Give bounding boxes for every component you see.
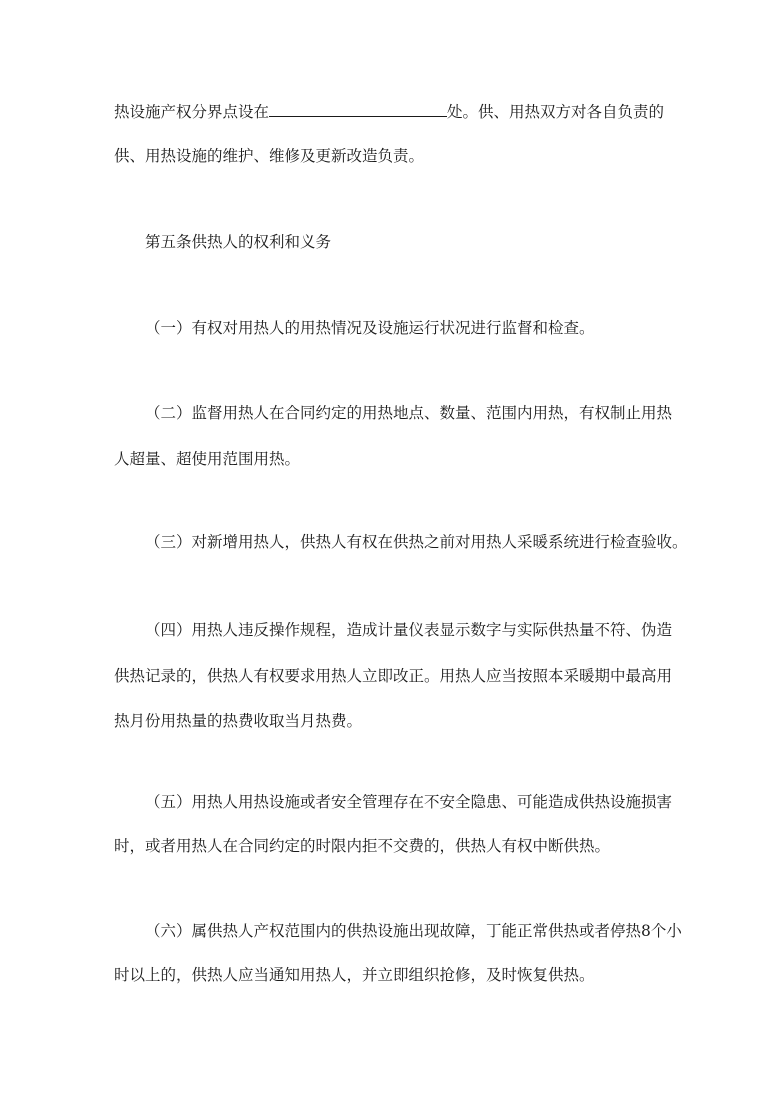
intro-line-2: 供、用热设施的维护、维修及更新改造负责。 — [114, 147, 425, 165]
intro-line-1 — [114, 100, 664, 122]
clause-2-line-1: （二）监督用热人在合同约定的用热地点、数量、范围内用热，有权制止用热 — [145, 404, 673, 422]
clause-5-line-2: 时，或者用热人在合同约定的时限内拒不交费的，供热人有权中断供热。 — [114, 837, 611, 855]
clause-6-line-2: 时以上的，供热人应当通知用热人，并立即组织抢修，及时恢复供热。 — [114, 966, 595, 984]
intro-text-before-blank: 热设施产权分界点设在 — [114, 103, 270, 121]
clause-3-line-1: （三）对新增用热人，供热人有权在供热之前对用热人采暖系统进行检查验收。 — [145, 533, 688, 551]
clause-4-line-3: 热月份用热量的热费收取当月热费。 — [114, 712, 363, 730]
clause-2-line-2: 人超量、超使用范围用热。 — [114, 450, 301, 468]
fill-in-blank[interactable] — [269, 100, 447, 117]
clause-5-line-1: （五）用热人用热设施或者安全管理存在不安全隐患、可能造成供热设施损害 — [145, 793, 673, 811]
intro-text-after-blank: 处。供、用热双方对各自负责的 — [447, 103, 665, 121]
clause-1-line-1: （一）有权对用热人的用热情况及设施运行状况进行监督和检查。 — [145, 319, 595, 337]
clause-4-line-2: 供热记录的，供热人有权要求用热人立即改正。用热人应当按照本采暖期中最高用 — [114, 667, 673, 685]
article-title: 第五条供热人的权利和义务 — [145, 233, 332, 251]
clause-4-line-1: （四）用热人违反操作规程，造成计量仪表显示数字与实际供热量不符、伪造 — [145, 621, 673, 639]
clause-6-line-1: （六）属供热人产权范围内的供热设施出现故障，丁能正常供热或者停热8个小 — [145, 922, 682, 940]
